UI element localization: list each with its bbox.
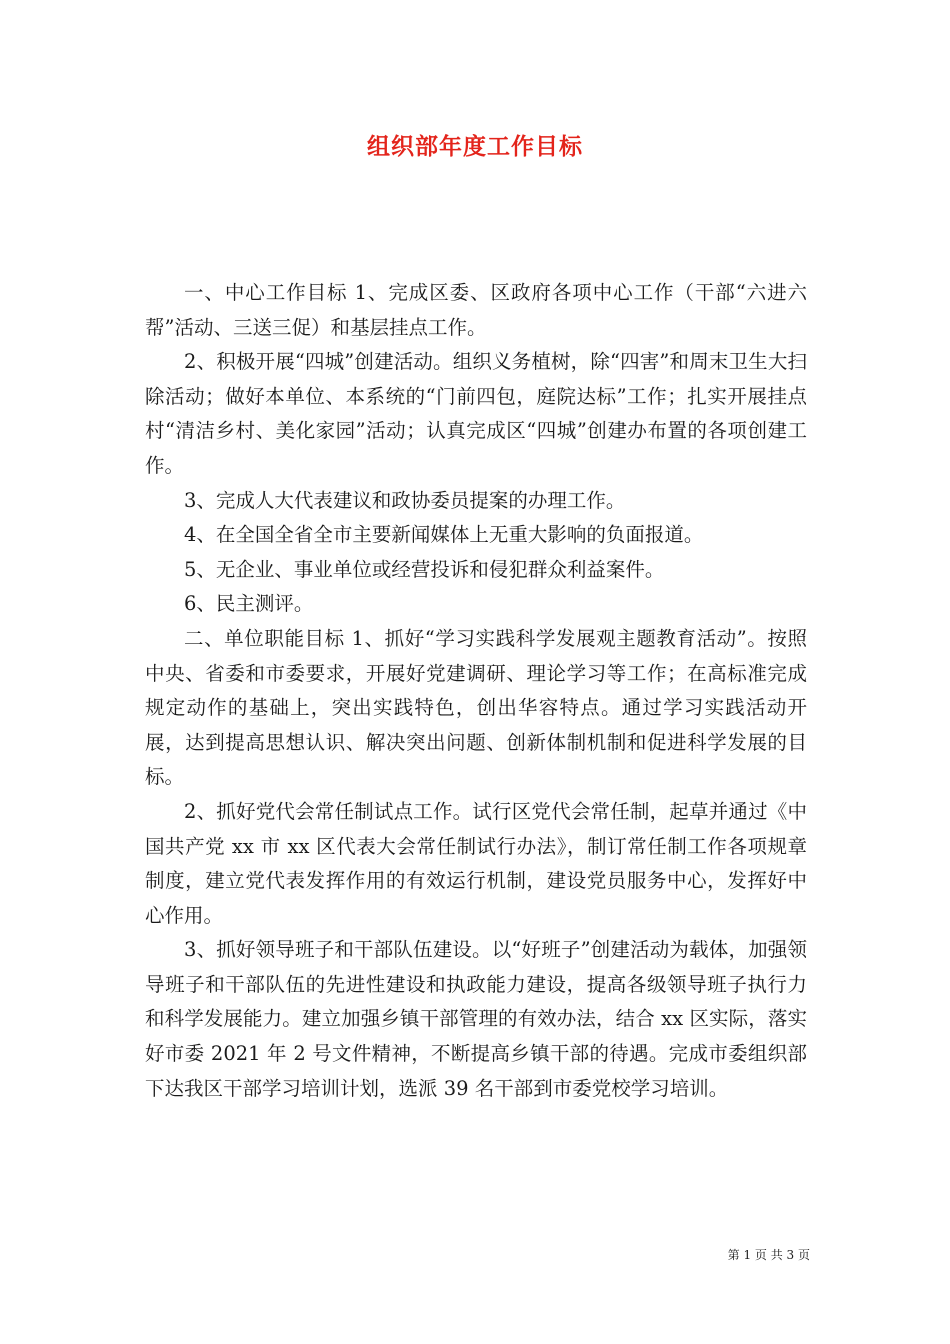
paragraph-unit-function-goal-1: 二、单位职能目标 1、抓好“学习实践科学发展观主题教育活动”。按照中央、省委和市委要求，开展好党建调研、理论学习等工作；在高标准完成规定动作的基础上，突出实践特色，创出华容特点。通过学习实践活动开展，达到提高思想认识、解决突出问题、创新体制机制和促进科学发展的目标。 (145, 626, 807, 789)
paragraph-proposals-handling: 3、完成人大代表建议和政协委员提案的办理工作。 (184, 488, 626, 512)
document-body (145, 276, 807, 1106)
paragraph-party-congress-pilot: 2、抓好党代会常任制试点工作。试行区党代会常任制，起草并通过《中国共产党 xx 市 xx 区代表大会常任制试行办法》，制订常任制工作各项规章制度，建立党代表发挥作用的有效运行机制，建设党员服务中心，发挥好中心作用。 (145, 799, 807, 927)
paragraph-no-negative-reports: 4、在全国全省全市主要新闻媒体上无重大影响的负面报道。 (184, 523, 704, 547)
paragraph-central-work-goal-1: 一、中心工作目标 1、完成区委、区政府各项中心工作（干部“六进六帮”活动、三送三促）和基层挂点工作。 (145, 281, 807, 339)
page-number-footer: 第 1 页 共 3 页 (727, 1248, 810, 1262)
paragraph-democratic-evaluation: 6、民主测评。 (184, 592, 314, 616)
paragraph-no-complaints: 5、无企业、事业单位或经营投诉和侵犯群众利益案件。 (184, 557, 665, 581)
paragraph-four-cities-campaign: 2、积极开展“四城”创建活动。组织义务植树，除“四害”和周末卫生大扫除活动；做好本单位、本系统的“门前四包，庭院达标”工作；扎实开展挂点村“清洁乡村、美化家园”活动；认真完成区“四城”创建办布置的各项创建工作。 (145, 350, 807, 477)
paragraph-leadership-team-building: 3、抓好领导班子和干部队伍建设。以“好班子”创建活动为载体，加强领导班子和干部队伍的先进性建设和执政能力建设，提高各级领导班子执行力和科学发展能力。建立加强乡镇干部管理的有效办法，结合 xx 区实际，落实好市委 2021 年 2 号文件精神，不断提高乡镇干部的待遇。完成市委组织部下达我区干部学习培训计划，选派 39 名干部到市委党校学习培训。 (145, 938, 807, 1100)
document-title: 组织部年度工作目标 (367, 134, 583, 160)
